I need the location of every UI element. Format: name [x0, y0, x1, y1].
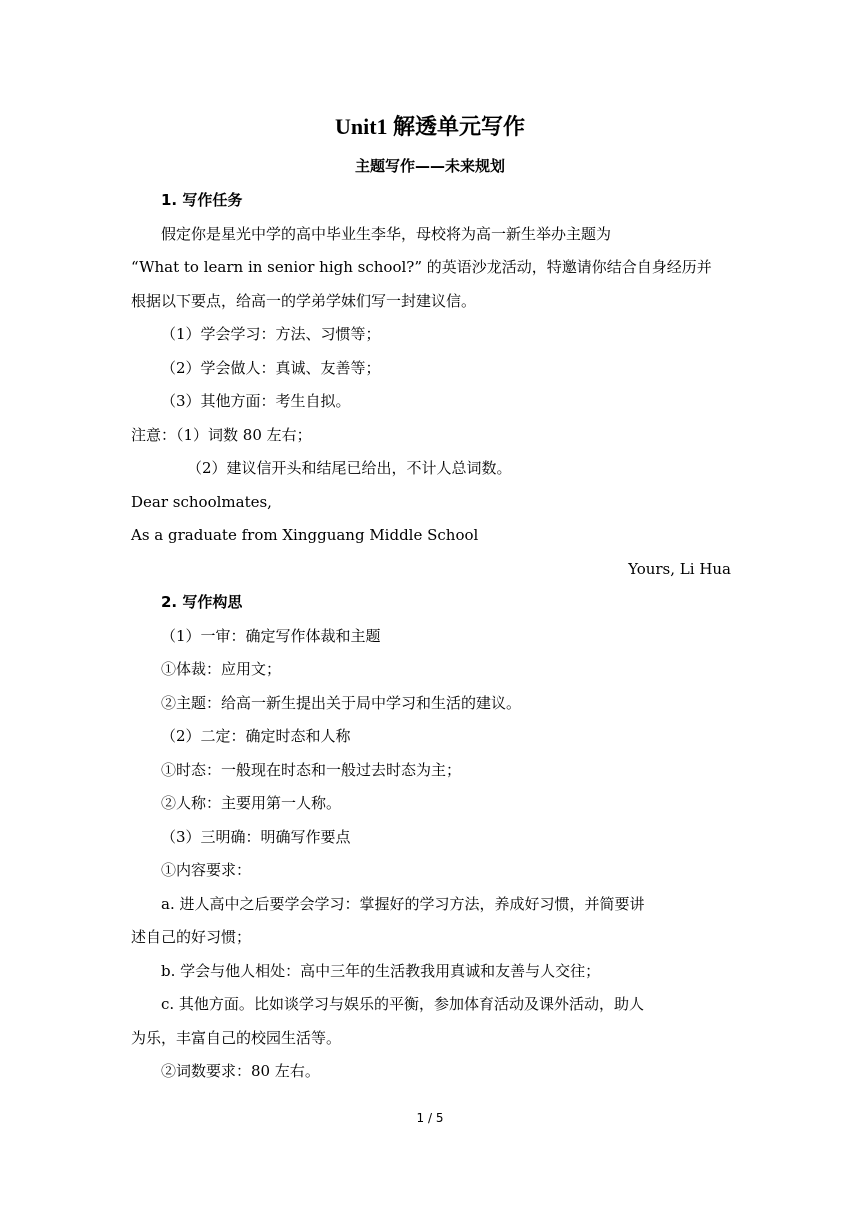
word-count-requirement: ②词数要求：80 左右。: [161, 1062, 320, 1080]
plan-item: （3）三明确：明确写作要点: [161, 827, 351, 846]
letter-greeting: Dear schoolmates,: [131, 492, 272, 511]
document-body: [131, 184, 731, 1089]
letter-signature: Yours, Li Hua: [628, 559, 731, 578]
task-paragraph-line: “What to learn in senior high school?” 的英语沙龙活动，特邀请你结合自身经历并: [131, 258, 712, 276]
plan-item: （1）一审：确定写作体裁和主题: [161, 626, 381, 645]
plan-item: ①体裁：应用文；: [161, 660, 282, 678]
content-point-a: a. 进人高中之后要学会学习：掌握好的学习方法，养成好习惯，并简要讲: [161, 894, 645, 913]
note-line: 注意：（1）词数 80 左右；: [131, 425, 312, 444]
content-point-c-continued: 为乐，丰富自己的校园生活等。: [131, 1028, 342, 1047]
task-point: （3）其他方面：考生自拟。: [161, 392, 351, 410]
content-point-a-continued: 述自己的好习惯；: [131, 928, 252, 946]
task-point: （1）学会学习：方法、习惯等；: [161, 325, 381, 343]
task-point: （2）学会做人：真诚、友善等；: [161, 358, 381, 377]
plan-item: （2）二定：确定时态和人称: [161, 727, 351, 745]
task-paragraph-line: 假定你是星光中学的高中毕业生李华，母校将为高一新生举办主题为: [161, 224, 612, 243]
plan-item: ①内容要求：: [161, 861, 252, 879]
content-point-b: b. 学会与他人相处：高中三年的生活教我用真诚和友善与人交往；: [161, 961, 601, 980]
content-point-c: c. 其他方面。比如谈学习与娱乐的平衡，参加体育活动及课外活动，助人: [161, 995, 644, 1013]
task-paragraph-line: 根据以下要点，给高一的学弟学妹们写一封建议信。: [131, 291, 477, 310]
section-heading-writing-plan: 2. 写作构思: [161, 593, 243, 611]
plan-item: ①时态：一般现在时态和一般过去时态为主；: [161, 760, 462, 779]
note-line: （2）建议信开头和结尾已给出，不计人总词数。: [187, 459, 512, 477]
document-subtitle: 主题写作——未来规划: [354, 157, 505, 175]
plan-item: ②主题：给高一新生提出关于局中学习和生活的建议。: [161, 693, 522, 712]
letter-opening: As a graduate from Xingguang Middle School: [131, 526, 479, 544]
page-number: 1 / 5: [416, 1111, 444, 1125]
plan-item: ②人称：主要用第一人称。: [161, 794, 342, 812]
document-title: Unit1 解透单元写作: [334, 114, 526, 139]
section-heading-writing-task: 1. 写作任务: [161, 191, 243, 209]
